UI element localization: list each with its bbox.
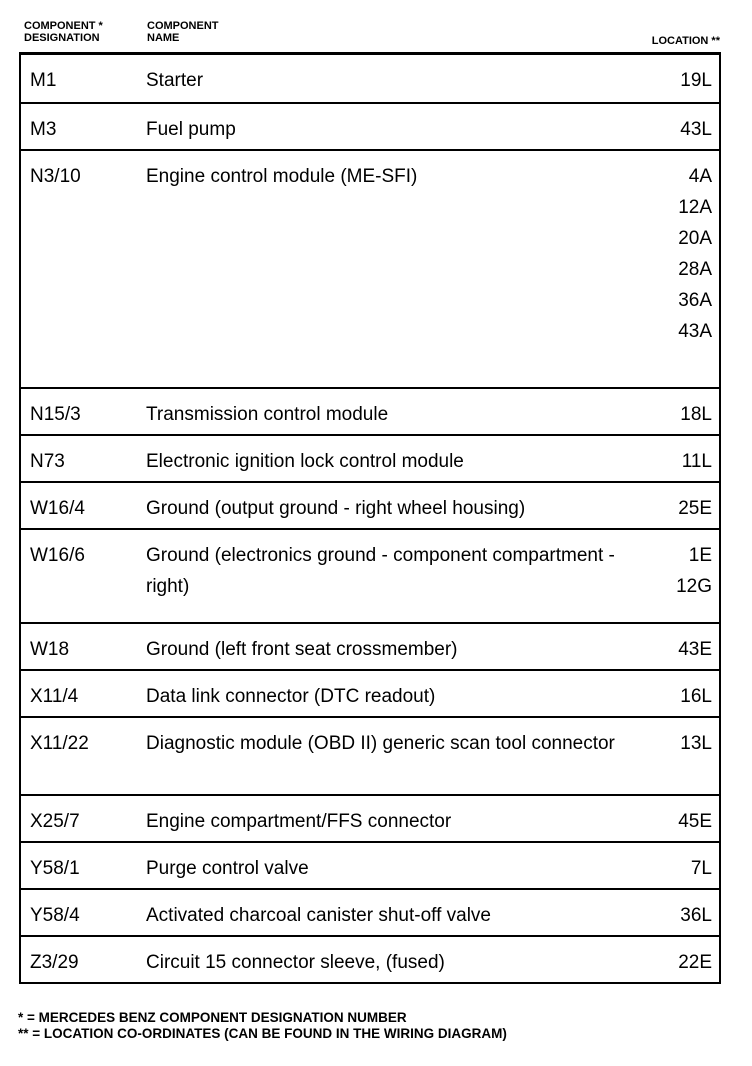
component-designation: X11/4 [30, 686, 79, 707]
component-name: Engine compartment/FFS connector [146, 811, 452, 832]
component-designation: N3/10 [30, 166, 81, 187]
location-value: 7L [690, 858, 712, 879]
component-location [680, 681, 712, 712]
table-row [21, 149, 719, 387]
location-value: 43L [680, 119, 712, 140]
component-designation: X11/22 [30, 733, 89, 754]
component-name: Ground (left front seat crossmember) [146, 639, 458, 660]
component-location [678, 806, 712, 837]
component-location [678, 947, 712, 978]
component-name: Ground (output ground - right wheel housing) [146, 498, 526, 519]
component-table [19, 52, 721, 984]
table-row [21, 528, 719, 622]
table-row [21, 55, 719, 102]
location-value: 12A [678, 197, 712, 218]
header-name: COMPONENT NAME [147, 20, 219, 44]
location-value: 36L [680, 905, 712, 926]
component-designation: N73 [30, 451, 65, 472]
table-row [21, 622, 719, 669]
table-row [21, 434, 719, 481]
table-row [21, 794, 719, 841]
footnote-designation: * = MERCEDES BENZ COMPONENT DESIGNATION NUMBER [18, 1010, 407, 1025]
component-name: Engine control module (ME-SFI) [146, 166, 418, 187]
table-row [21, 387, 719, 434]
table-row [21, 481, 719, 528]
location-value: 45E [678, 811, 712, 832]
component-designation: Z3/29 [30, 952, 79, 973]
component-designation: W16/6 [30, 545, 85, 566]
location-value: 4A [688, 166, 712, 187]
component-location [682, 446, 712, 477]
location-value: 1E [688, 545, 712, 566]
component-designation: Y58/4 [30, 905, 80, 926]
component-designation: M3 [30, 119, 57, 140]
location-value: 22E [678, 952, 712, 973]
component-designation: W18 [30, 639, 70, 660]
component-location [680, 399, 712, 430]
location-value: 18L [680, 404, 712, 425]
component-designation: N15/3 [30, 404, 81, 425]
component-name: Transmission control module [146, 404, 389, 425]
component-location [678, 634, 712, 665]
location-value: 43E [678, 639, 712, 660]
location-value: 20A [678, 228, 712, 249]
header-location: LOCATION ** [651, 35, 720, 47]
component-name: Diagnostic module (OBD II) generic scan tool connector [146, 733, 615, 754]
location-value: 13L [680, 733, 712, 754]
header-designation: COMPONENT * DESIGNATION [24, 20, 103, 44]
location-value: 36A [678, 290, 712, 311]
component-designation: M1 [30, 70, 57, 91]
table-row [21, 841, 719, 888]
component-name: Electronic ignition lock control module [146, 451, 464, 472]
table-header [24, 20, 720, 52]
component-name: Ground (electronics ground - component compartment - right) [146, 545, 615, 597]
component-location [678, 161, 712, 347]
component-name: Starter [146, 70, 204, 91]
component-name: Fuel pump [146, 119, 236, 140]
component-name: Purge control valve [146, 858, 309, 879]
component-location [678, 493, 712, 524]
component-location [680, 728, 712, 759]
component-designation: W16/4 [30, 498, 85, 519]
component-location [680, 114, 712, 145]
component-designation: Y58/1 [30, 858, 80, 879]
location-value: 12G [676, 576, 712, 597]
component-location [680, 900, 712, 931]
component-location [691, 853, 712, 884]
component-designation: X25/7 [30, 811, 80, 832]
table-row [21, 102, 719, 149]
component-name: Activated charcoal canister shut-off valve [146, 905, 491, 926]
footnotes [18, 1010, 738, 1042]
component-name: Data link connector (DTC readout) [146, 686, 436, 707]
component-location [680, 65, 712, 96]
component-name: Circuit 15 connector sleeve, (fused) [146, 952, 445, 973]
location-value: 43A [678, 321, 712, 342]
table-row [21, 669, 719, 716]
table-row [21, 716, 719, 794]
table-row [21, 935, 719, 982]
footnote-location: ** = LOCATION CO-ORDINATES (CAN BE FOUND IN THE WIRING DIAGRAM) [18, 1026, 507, 1041]
location-value: 16L [680, 686, 712, 707]
table-row [21, 888, 719, 935]
location-value: 19L [680, 70, 712, 91]
location-value: 11L [681, 451, 712, 472]
location-value: 25E [678, 498, 712, 519]
component-location [676, 540, 712, 602]
location-value: 28A [678, 259, 712, 280]
